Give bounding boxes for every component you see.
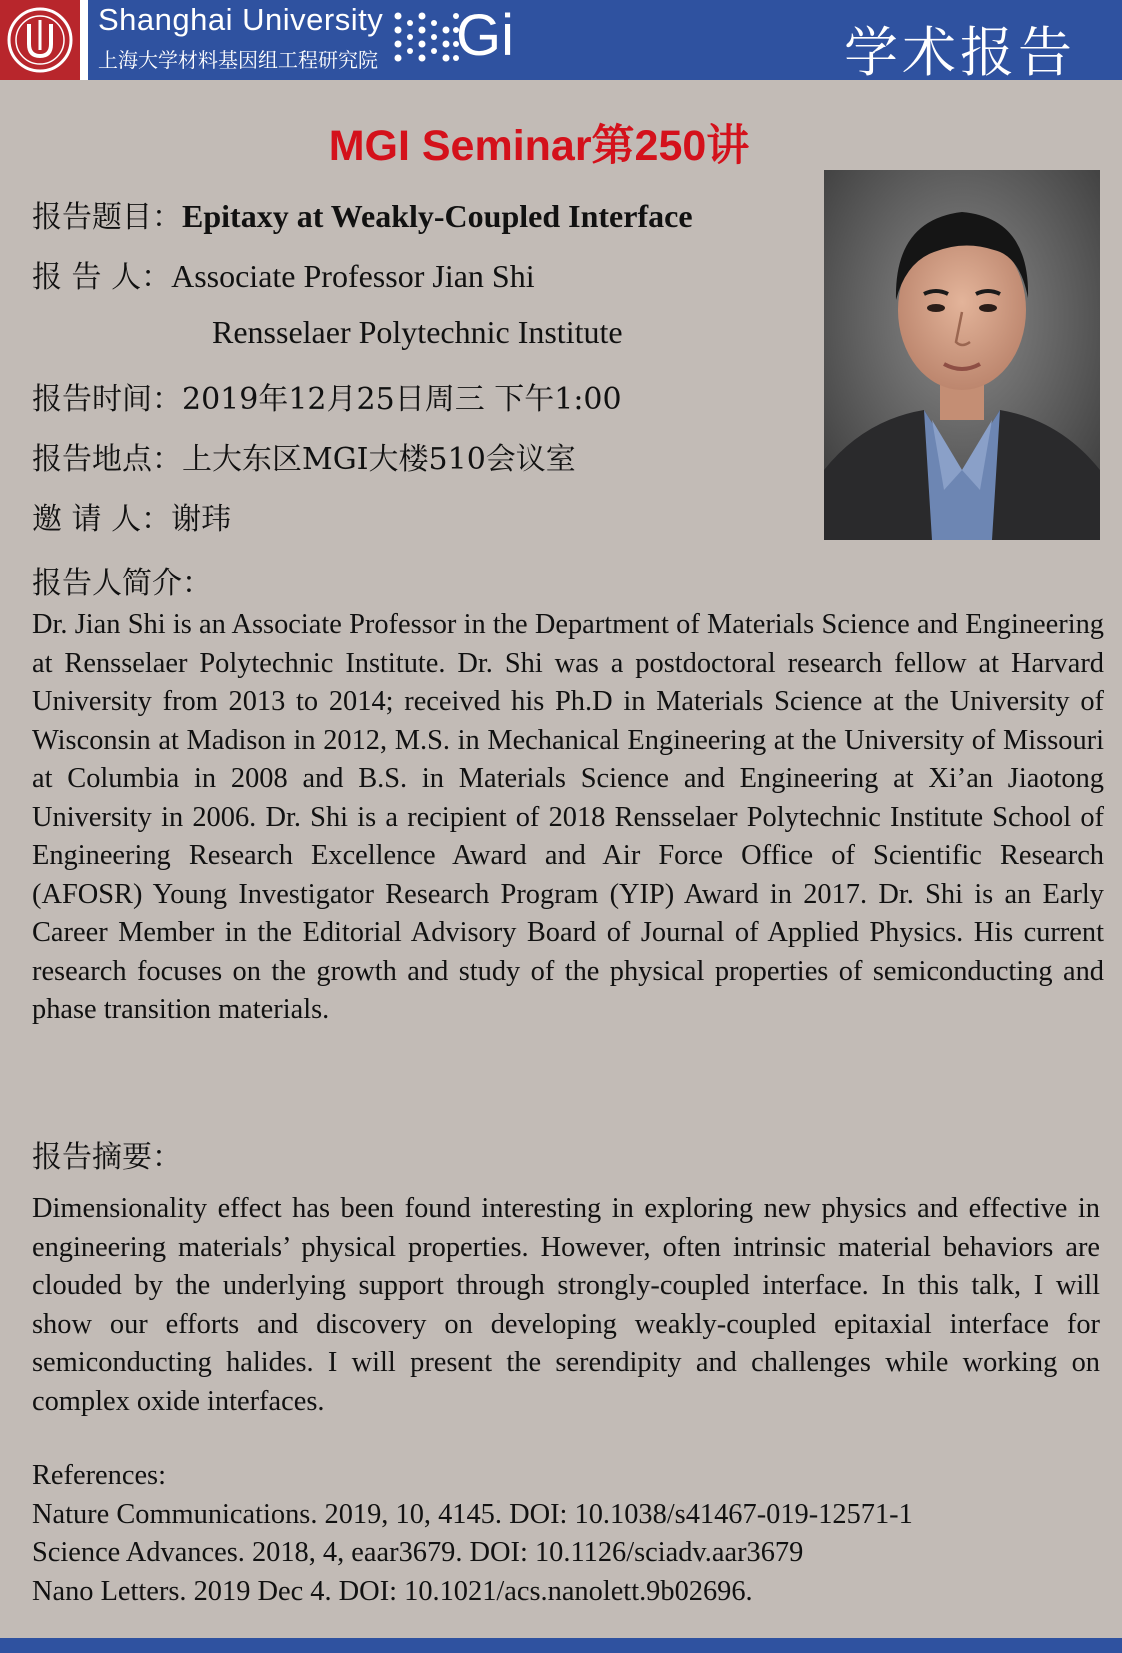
place-label: 报告地点： xyxy=(32,442,182,477)
footer-bar xyxy=(0,1638,1122,1653)
place-row xyxy=(32,434,576,478)
mgi-logo-text: Gi xyxy=(456,3,514,68)
host-label: 邀 请 人： xyxy=(32,502,172,537)
reference-item: Nano Letters. 2019 Dec 4. DOI: 10.1021/acs.nanolett.9b02696. xyxy=(32,1575,753,1607)
header-bar xyxy=(0,0,1122,84)
university-seal-icon xyxy=(0,0,80,80)
abstract-paragraph: Dimensionality effect has been found interesting in exploring new physics and effective in engineering materials’ physical properties. However, often intrinsic material behaviors are clouded by the underlying support through strongly-coupled interface. In this talk, I will show our efforts and discovery on developing weakly-coupled epitaxial interface for semiconducting halides. I will present the serendipity and challenges while working on complex oxide interfaces. xyxy=(32,1193,1100,1417)
mgi-logo xyxy=(392,3,514,77)
university-name-en: Shanghai University xyxy=(98,2,384,37)
header-title: 学术报告 xyxy=(844,21,1076,84)
speaker-portrait-image xyxy=(824,170,1100,540)
topic-row xyxy=(32,192,693,236)
speaker-row xyxy=(32,252,535,296)
institution-value: Rensselaer Polytechnic Institute xyxy=(212,314,623,350)
time-row xyxy=(32,374,622,418)
logo-divider xyxy=(80,0,88,80)
speaker-value: Associate Professor Jian Shi xyxy=(171,258,535,294)
topic-value: Epitaxy at Weakly-Coupled Interface xyxy=(182,198,693,234)
bio-heading: 报告人简介： xyxy=(32,566,212,601)
speaker-photo xyxy=(824,170,1100,540)
abstract-heading: 报告摘要： xyxy=(32,1140,182,1175)
university-name-cn: 上海大学材料基因组工程研究院 xyxy=(98,48,378,72)
institution-row xyxy=(212,314,623,351)
references-block xyxy=(32,1457,913,1611)
time-value: 2019年12月25日周三 下午1:00 xyxy=(182,382,622,417)
topic-label: 报告题目： xyxy=(32,200,182,235)
university-logo xyxy=(0,0,80,80)
mgi-dots-icon xyxy=(392,8,462,72)
bio-paragraph: Dr. Jian Shi is an Associate Professor in the Department of Materials Science and Engineering at Rensselaer Polytechnic Institute. Dr. Shi was a postdoctoral research fellow at Harvard University from 2013 to 2014; received his Ph.D in Materials Science at the University of Wisconsin at Madison in 2012, M.S. in Mechanical Engineering at the University of Missouri at Columbia in 2008 and B.S. in Materials Science and Engineering at Xi’an Jiaotong University in 2006. Dr. Shi is a recipient of 2018 Rensselaer Polytechnic Institute School of Engineering Research Excellence Award and Air Force Office of Scientific Research (AFOSR) Young Investigator Research Program (YIP) Award in 2017. Dr. Shi is an Early Career Member in the Editorial Advisory Board of Journal of Applied Physics. His current research focuses on the growth and study of the physical properties of semiconducting and phase transition materials. xyxy=(32,609,1104,1025)
place-value: 上大东区MGI大楼510会议室 xyxy=(182,442,576,477)
reference-item: Nature Communications. 2019, 10, 4145. DOI: 10.1038/s41467-019-12571-1 xyxy=(32,1498,913,1530)
host-value: 谢玮 xyxy=(171,502,232,537)
time-label: 报告时间： xyxy=(32,382,182,417)
reference-item: Science Advances. 2018, 4, eaar3679. DOI: 10.1126/sciadv.aar3679 xyxy=(32,1537,804,1568)
references-heading: References: xyxy=(32,1460,166,1491)
speaker-label: 报 告 人： xyxy=(32,260,172,295)
seminar-title: MGI Seminar第250讲 xyxy=(328,122,750,170)
host-row xyxy=(32,494,231,538)
